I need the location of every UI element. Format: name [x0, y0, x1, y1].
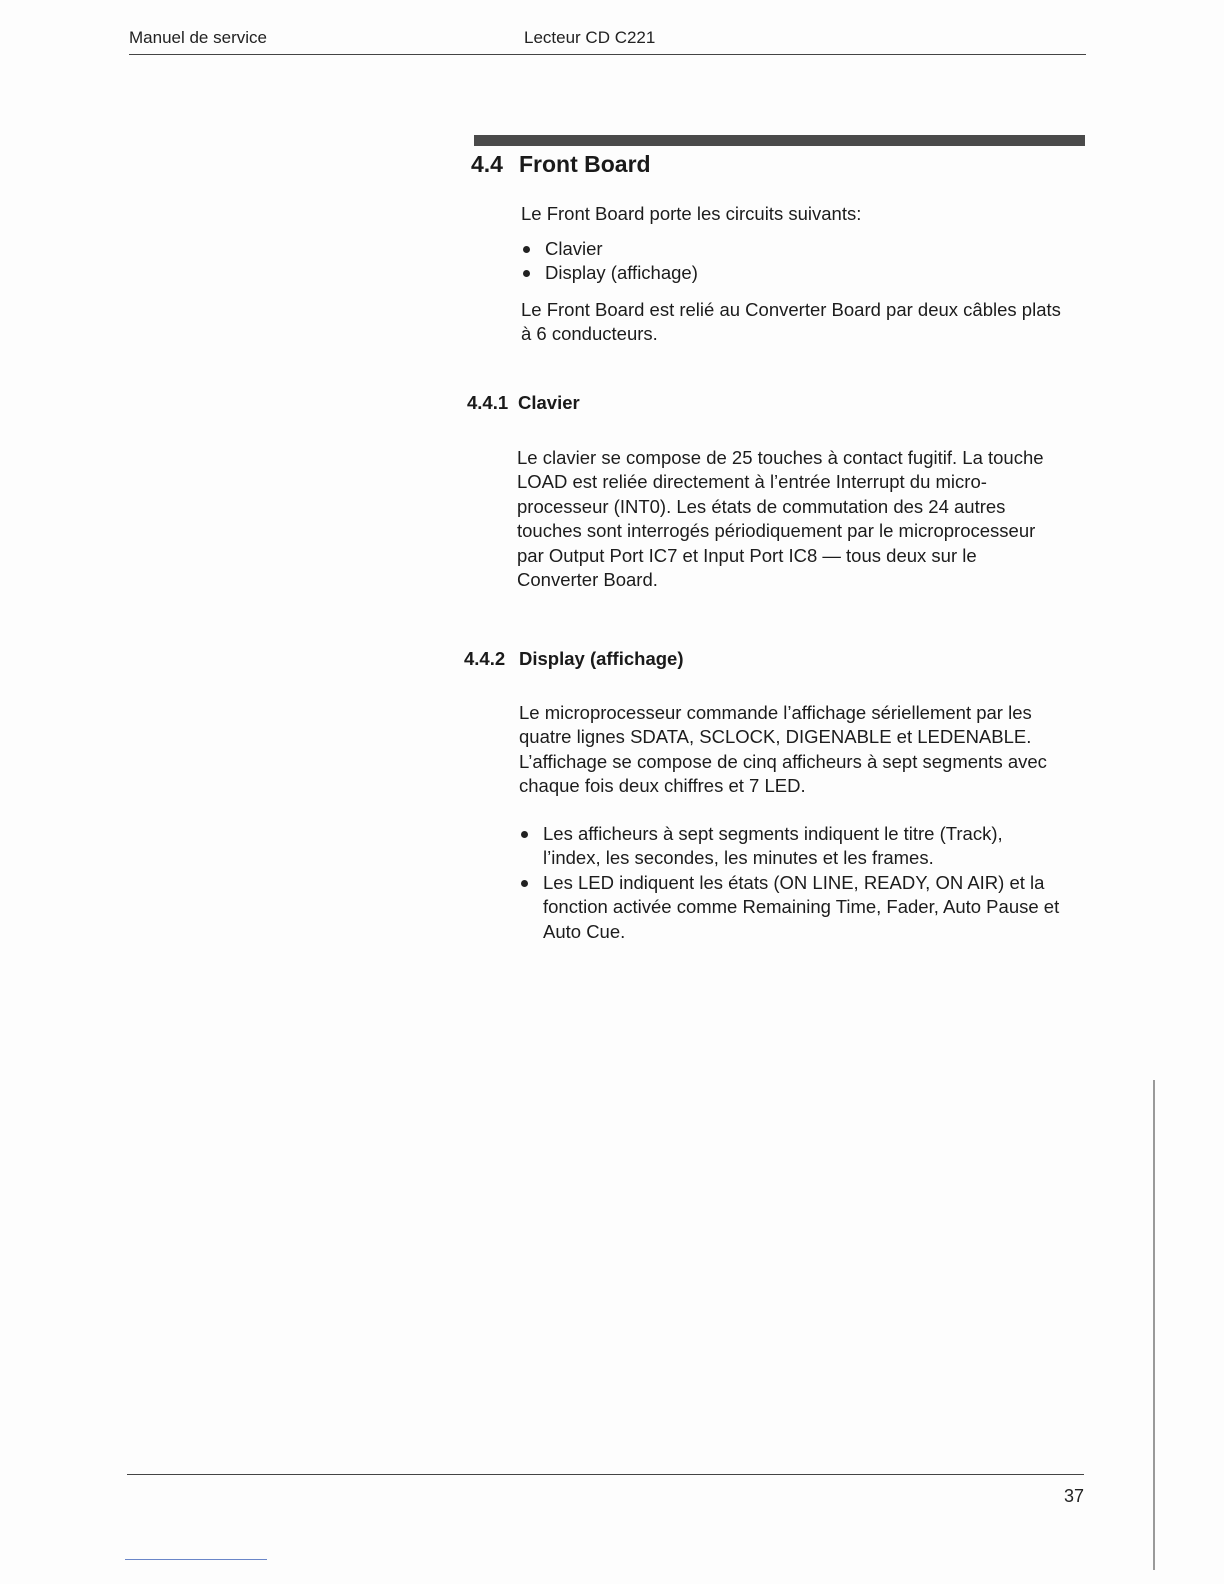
subsection-1-paragraph [517, 446, 1044, 592]
section-title: Front Board [519, 151, 651, 177]
paragraph-line: Converter Board. [517, 569, 658, 591]
section-bar [474, 135, 1085, 146]
subsection-2-paragraph [519, 701, 1047, 799]
header-product-name: Lecteur CD C221 [524, 28, 656, 47]
subsection-2-title: Display (affichage) [519, 648, 684, 669]
bullet-icon [523, 270, 530, 277]
bullet-icon [521, 880, 528, 887]
bullet-icon [523, 246, 530, 253]
subsection-1-title: Clavier [518, 392, 580, 413]
subsection-2-number: 4.4.2 [464, 648, 506, 669]
scan-edge-line [1153, 1080, 1155, 1570]
paragraph-line: touches sont interrogés périodiquement par le microprocesseur [517, 520, 1036, 542]
paragraph-line: processeur (INT0). Les états de commutation des 24 autres [517, 495, 1006, 517]
subsection-1-number: 4.4.1 [467, 392, 509, 413]
bullet-item [521, 237, 698, 261]
header-rule [129, 54, 1086, 55]
bullet-text: Display (affichage) [545, 262, 698, 284]
subsection-2-bullet-list [519, 822, 1059, 944]
bullet-item [521, 261, 698, 285]
section-number: 4.4 [471, 151, 503, 177]
paragraph-line: Le clavier se compose de 25 touches à contact fugitif. La touche [517, 447, 1044, 468]
section-paragraph [521, 298, 1061, 347]
bullet-line: fonction activée comme Remaining Time, Fader, Auto Pause et [543, 896, 1060, 918]
footer-rule [127, 1474, 1084, 1475]
paragraph-line: quatre lignes SDATA, SCLOCK, DIGENABLE et LEDENABLE. [519, 726, 1032, 748]
bullet-line: Auto Cue. [543, 920, 626, 942]
bullet-item [519, 871, 1059, 944]
bullet-line: Les afficheurs à sept segments indiquent le titre (Track), [543, 823, 1003, 844]
bullet-item [519, 822, 1059, 871]
paragraph-line: à 6 conducteurs. [521, 323, 658, 345]
bullet-line: Les LED indiquent les états (ON LINE, READY, ON AIR) et la [543, 871, 1045, 893]
section-intro: Le Front Board porte les circuits suivants: [521, 203, 862, 224]
paragraph-line: par Output Port IC7 et Input Port IC8 — tous deux sur le [517, 544, 977, 566]
header-document-type: Manuel de service [129, 28, 267, 47]
bullet-line: l’index, les secondes, les minutes et les frames. [543, 847, 934, 869]
bullet-icon [521, 831, 528, 838]
scan-blue-line [125, 1559, 267, 1560]
paragraph-line: Le microprocesseur commande l’affichage sériellement par les [519, 702, 1032, 723]
page-number: 37 [1064, 1486, 1085, 1506]
paragraph-line: LOAD est reliée directement à l’entrée Interrupt du micro- [517, 471, 987, 493]
section-bullet-list [521, 237, 698, 286]
paragraph-line: chaque fois deux chiffres et 7 LED. [519, 775, 806, 797]
paragraph-line: Le Front Board est relié au Converter Board par deux câbles plats [521, 299, 1061, 320]
paragraph-line: L’affichage se compose de cinq afficheurs à sept segments avec [519, 750, 1047, 772]
bullet-text: Clavier [545, 238, 603, 259]
